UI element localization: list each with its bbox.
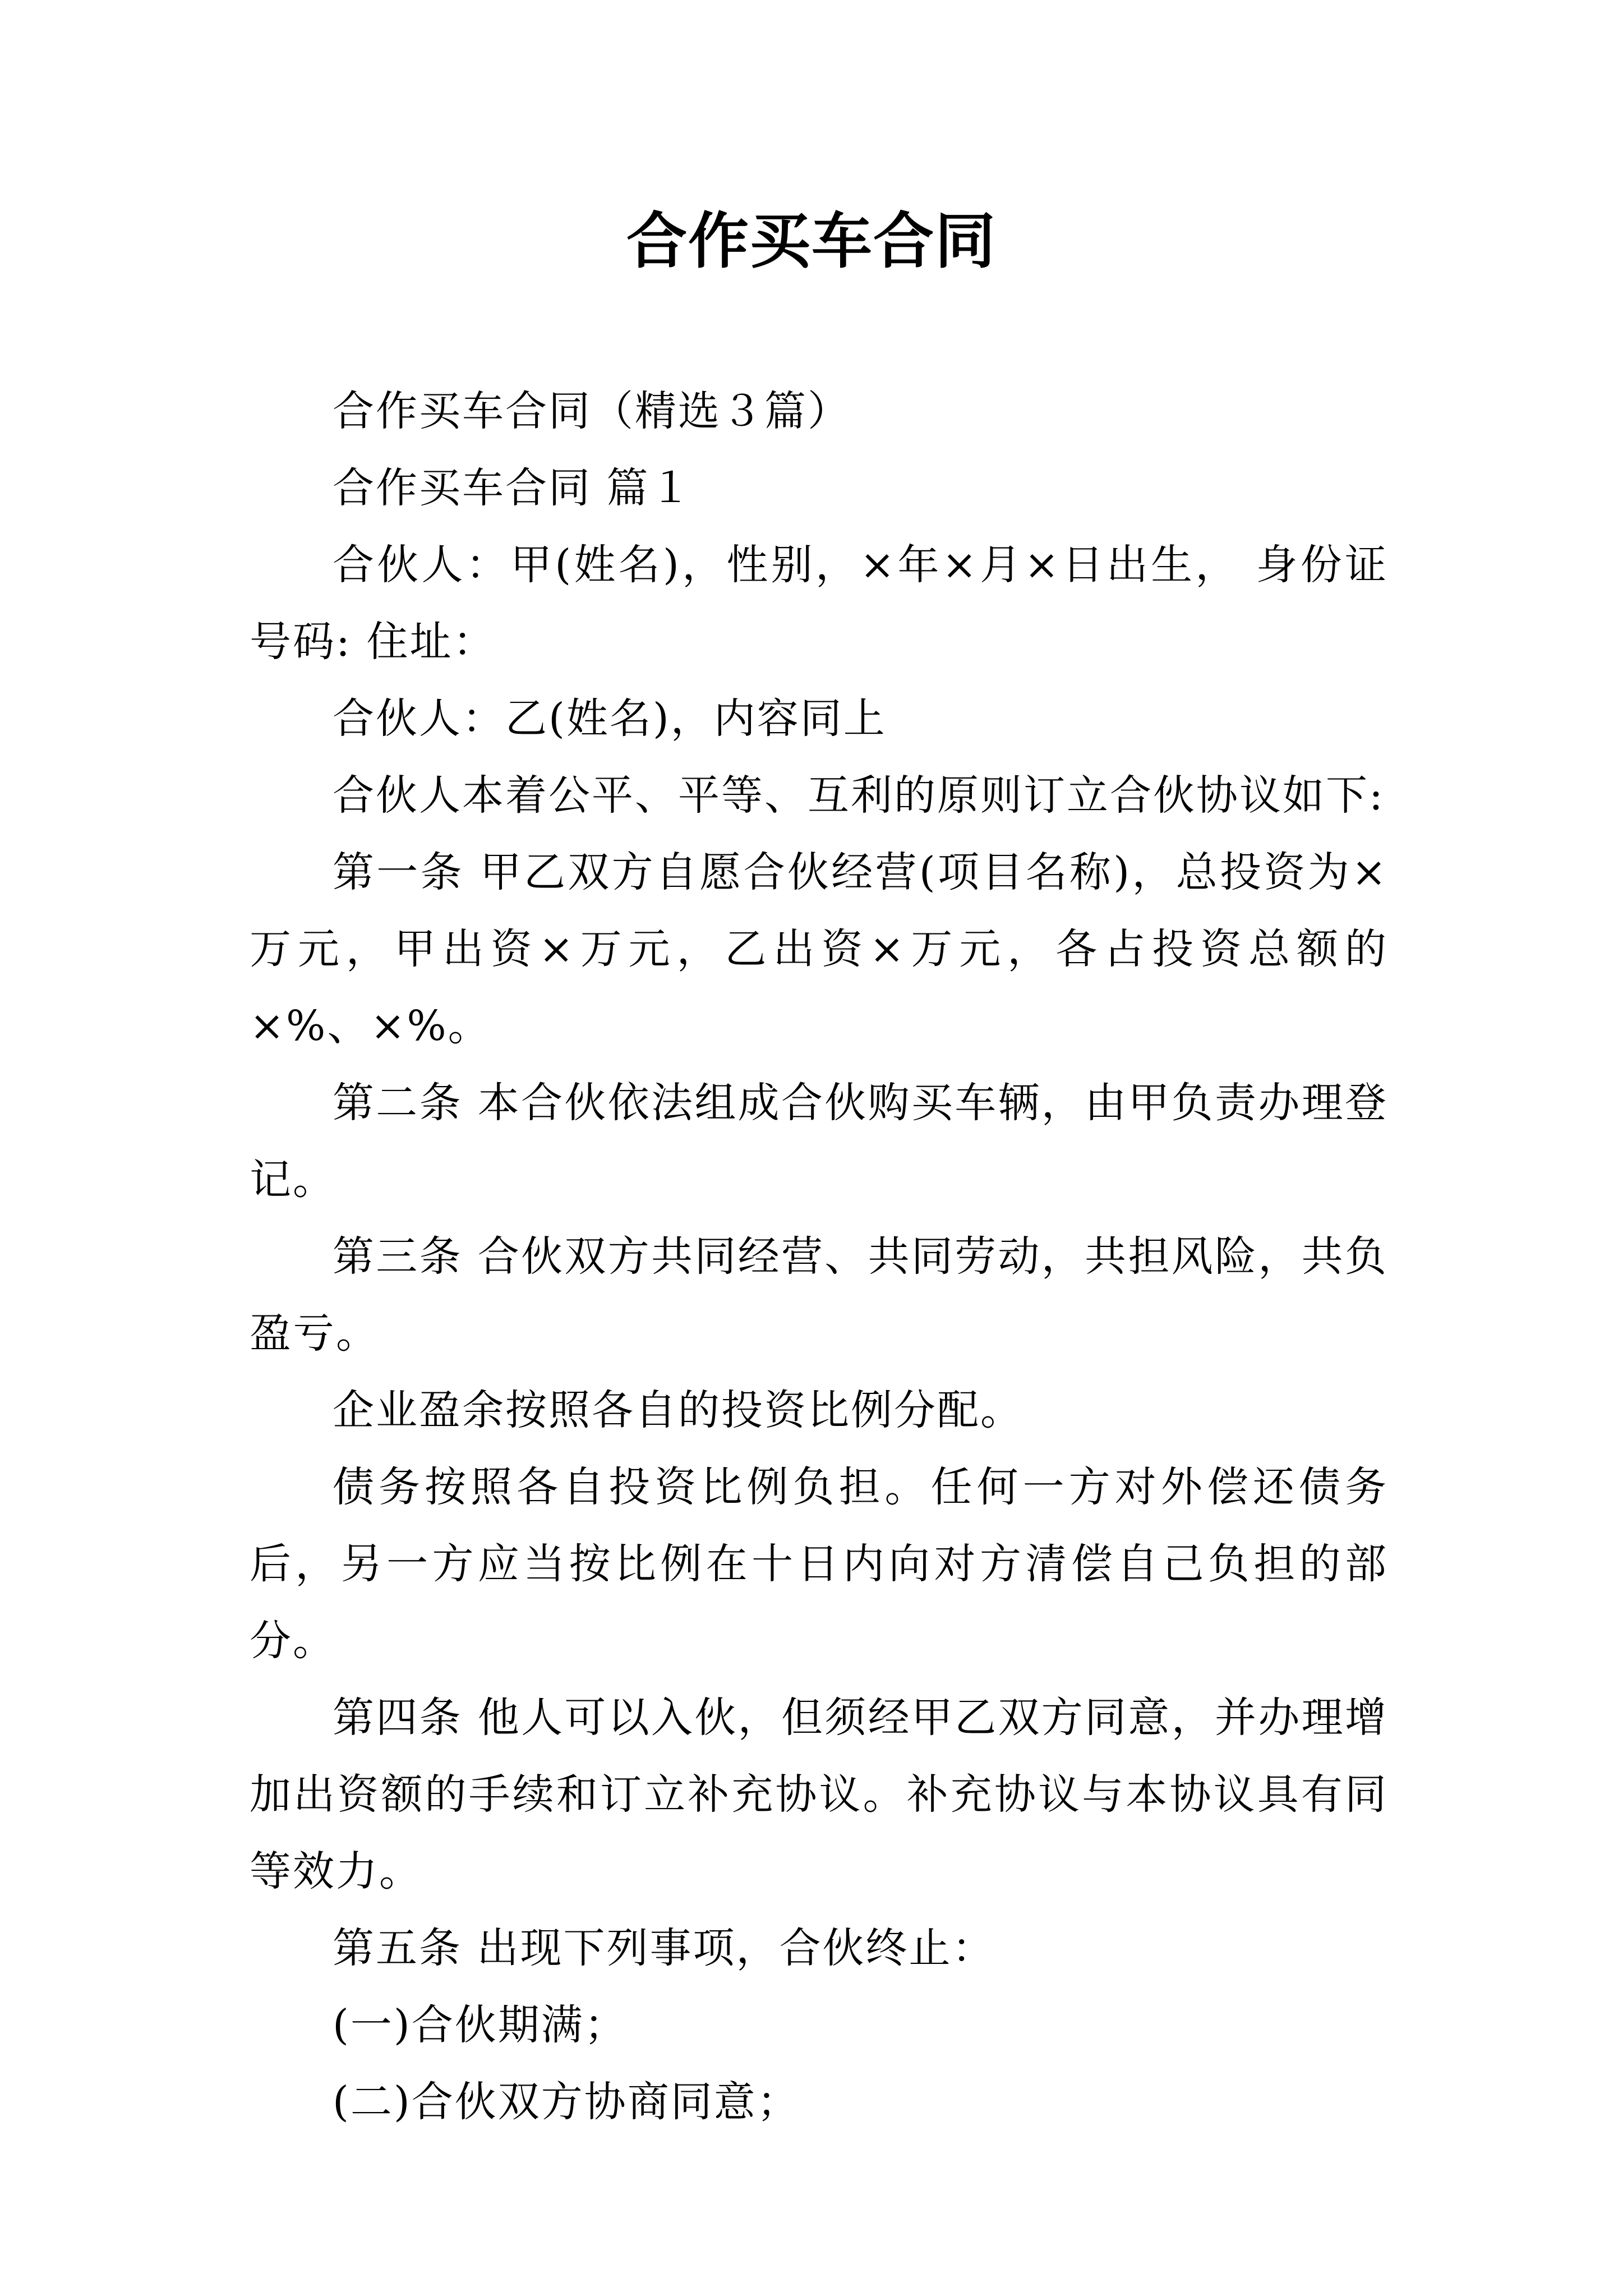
paragraph-partner-a: 合伙人：甲(姓名)，性别，×年×月×日出生， 身份证号码: 住址： xyxy=(250,541,1388,666)
document-body xyxy=(250,373,1388,2141)
paragraph-item-2: (二)合伙双方协商同意； xyxy=(333,2078,800,2126)
paragraph-partner-b: 合伙人：乙(姓名)，内容同上 xyxy=(333,694,887,743)
paragraph-article-4: 第四条 他人可以入伙，但须经甲乙双方同意，并办理增加出资额的手续和订立补充协议。补充协议与本协议具有同等效力。 xyxy=(250,1694,1388,1895)
paragraph-article-2: 第二条 本合伙依法组成合伙购买车辆，由甲负责办理登记。 xyxy=(250,1079,1388,1204)
paragraph-debt-sharing: 债务按照各自投资比例负担。任何一方对外偿还债务后，另一方应当按比例在十日内向对方清偿自己负担的部分。 xyxy=(250,1463,1388,1665)
paragraph-subtitle: 合作买车合同（精选３篇） xyxy=(333,387,851,435)
paragraph-article-5: 第五条 出现下列事项，合伙终止： xyxy=(333,1924,995,1972)
paragraph-preamble: 合伙人本着公平、平等、互利的原则订立合伙协议如下: xyxy=(333,771,1385,820)
paragraph-article-1: 第一条 甲乙双方自愿合伙经营(项目名称)，总投资为×万元，甲出资×万元，乙出资×万元，各占投资总额的×%、×%。 xyxy=(250,848,1388,1050)
paragraph-profit-distribution: 企业盈余按照各自的投资比例分配。 xyxy=(333,1386,1023,1434)
paragraph-item-1: (一)合伙期满； xyxy=(333,2001,628,2049)
paragraph-article-3: 第三条 合伙双方共同经营、共同劳动，共担风险，共负盈亏。 xyxy=(250,1232,1388,1358)
document-title: 合作买车合同 xyxy=(626,206,997,277)
paragraph-section-heading: 合作买车合同 篇１ xyxy=(333,464,693,512)
